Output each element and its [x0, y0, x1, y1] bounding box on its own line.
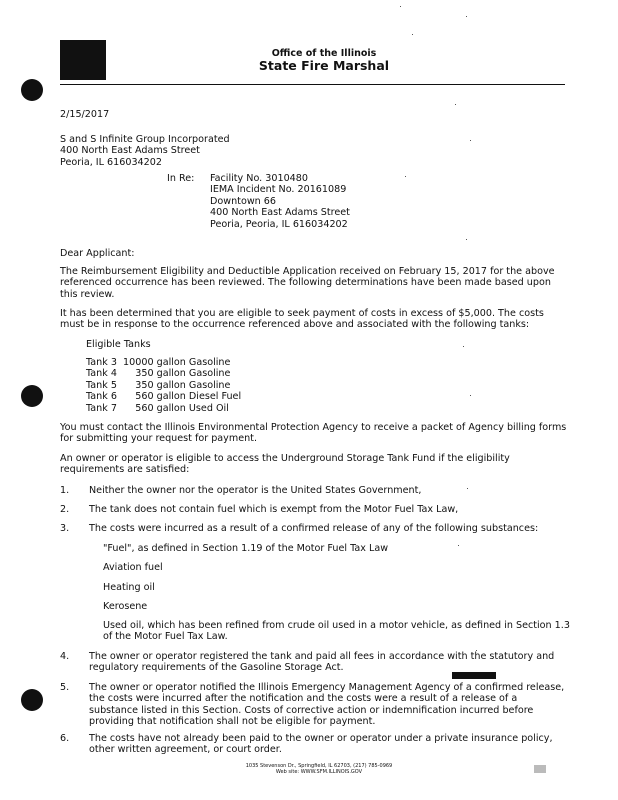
recipient-name: S and S Infinite Group Incorporated [60, 134, 230, 145]
tank-row: Tank 6 560 gallon Diesel Fuel [86, 391, 242, 403]
substance-item: Heating oil [103, 582, 155, 593]
tank-row: Tank 7 560 gallon Used Oil [86, 402, 229, 414]
recipient-city: Peoria, IL 616034202 [60, 156, 162, 168]
letter-date: 2/15/2017 [60, 109, 110, 120]
page-stamp [534, 765, 546, 773]
tank-list [86, 357, 241, 414]
page-title: State Fire Marshal [258, 58, 390, 73]
substance-item: Used oil, which has been refined from crude oil used in a motor vehicle, as defined in Section 1.3 of the Motor Fuel Tax Law. [103, 620, 570, 643]
recipient-street: 400 North East Adams Street [60, 145, 200, 157]
paragraph-contact: You must contact the Illinois Environmental Protection Agency to receive a packet of Agency billing forms for submitting your request for payment. [60, 422, 567, 445]
punch-hole [21, 689, 43, 711]
paragraph-requirements: An owner or operator is eligible to access the Underground Storage Tank Fund if the eligibility requirements are satisfied: [60, 453, 510, 476]
tanks-heading: Eligible Tanks [86, 339, 151, 350]
requirement-text: The owner or operator notified the Illinois Emergency Management Agency of a confirmed release, the costs were incurred after the notification and the costs were a result of a release of a substance listed in this Section. Costs of corrective action or indemnification incurred before providing that notification shall not be eligible for payment. [89, 682, 565, 728]
substance-item: Kerosene [103, 601, 148, 612]
paragraph-eligibility: It has been determined that you are eligible to seek payment of costs in excess of $5,000. The costs must be in response to the occurrence referenced above and associated with the following tanks: [60, 308, 544, 331]
paragraph-review: The Reimbursement Eligibility and Deductible Application received on February 15, 2017 for the above referenced occurrence has been reviewed. The following determinations have been made based upon this review. [60, 266, 555, 300]
in-re-label: In Re: [167, 173, 195, 184]
in-re-block [210, 173, 350, 230]
substance-item: Aviation fuel [103, 562, 163, 573]
header-rule [60, 84, 565, 85]
footer-website: Web site: WWW.SFM.ILLINOIS.GOV [275, 769, 363, 775]
requirement-text: The costs have not already been paid to the owner or operator under a private insurance policy, other written agreement, or court order. [89, 733, 553, 756]
requirement-number: 6. [60, 733, 70, 744]
requirement-number: 2. [60, 504, 70, 515]
redaction-mark [452, 672, 496, 679]
tank-row: Tank 4 350 gallon Gasoline [86, 368, 231, 380]
tank-row: Tank 5 350 gallon Gasoline [86, 379, 231, 391]
requirement-number: 4. [60, 651, 70, 662]
requirement-text: The tank does not contain fuel which is exempt from the Motor Fuel Tax Law, [89, 504, 459, 515]
in-re-line: Downtown 66 [210, 195, 276, 207]
office-line: Office of the Illinois [271, 48, 377, 59]
tank-row: Tank 3 10000 gallon Gasoline [86, 357, 231, 368]
footer-address: 1035 Stevenson Dr., Springfield, IL 62703, (217) 785-0969 [245, 763, 393, 769]
in-re-line: Peoria, Peoria, IL 616034202 [210, 218, 348, 230]
in-re-line: Facility No. 3010480 [210, 173, 308, 184]
requirement-text: Neither the owner nor the operator is the United States Government, [89, 485, 422, 496]
salutation: Dear Applicant: [60, 248, 135, 259]
punch-hole [21, 385, 43, 407]
in-re-line: 400 North East Adams Street [210, 207, 350, 219]
recipient-address [60, 134, 230, 168]
requirement-text: The costs were incurred as a result of a confirmed release of any of the following substances: [89, 523, 539, 534]
punch-hole [21, 79, 43, 101]
requirement-number: 3. [60, 523, 70, 534]
requirement-number: 5. [60, 682, 70, 693]
substance-item: "Fuel", as defined in Section 1.19 of the Motor Fuel Tax Law [103, 543, 389, 554]
in-re-line: IEMA Incident No. 20161089 [210, 184, 347, 196]
requirement-number: 1. [60, 485, 70, 496]
requirement-text: The owner or operator registered the tank and paid all fees in accordance with the statutory and regulatory requirements of the Gasoline Storage Act. [89, 651, 555, 674]
